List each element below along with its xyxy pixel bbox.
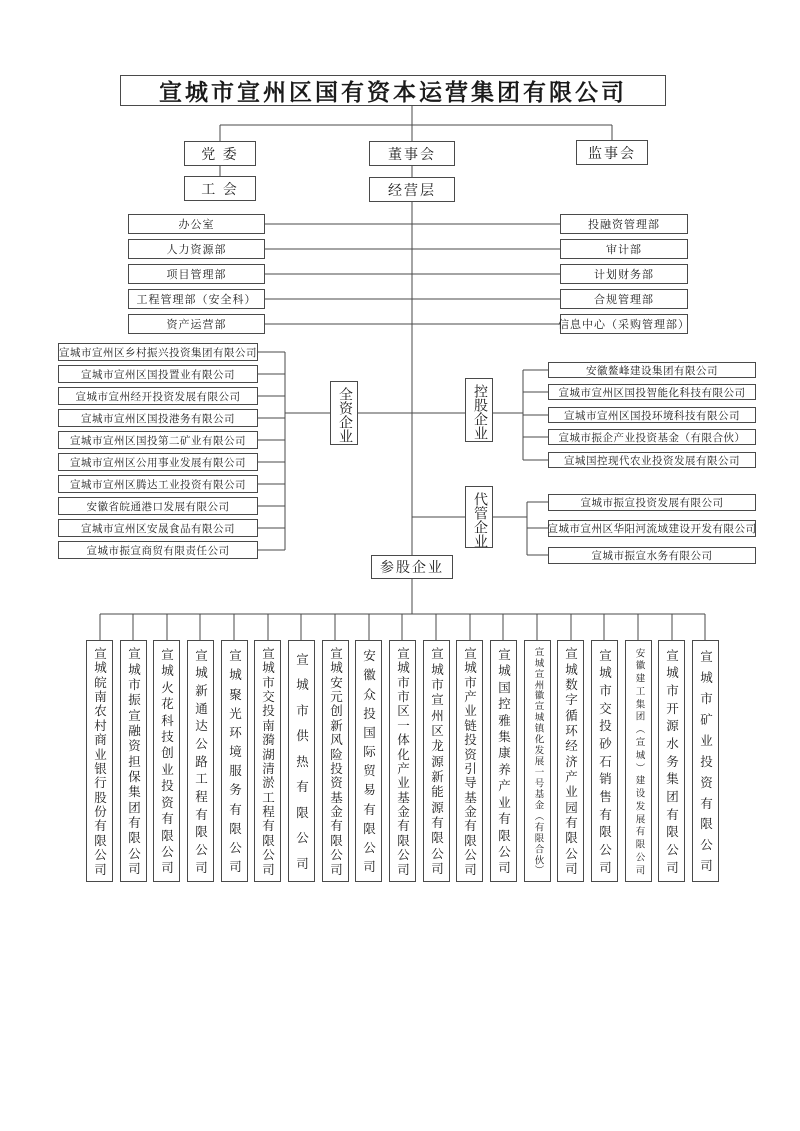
company-name: 宣 城 国 控 雅 集 康 养 产 业 有 限 公 司 xyxy=(496,647,511,874)
company-name: 宣 城 聚 光 环 境 服 务 有 限 公 司 xyxy=(227,649,242,873)
company-box: 安徽省皖通港口发展有限公司 xyxy=(58,497,258,515)
equity-label-box: 参股企业 xyxy=(371,555,453,579)
company-name: 宣 城 数 字 循 环 经 济 产 业 园 有 限 公 司 xyxy=(563,647,578,875)
company-box: 宣城市宣州区乡村振兴投资集团有限公司 xyxy=(58,343,258,361)
company-box xyxy=(120,640,147,882)
company-box xyxy=(692,640,719,882)
company-box xyxy=(187,640,214,882)
company-name: 宣 城 市 振 宣 融 资 担 保 集 团 有 限 公 司 xyxy=(126,647,141,875)
company-name: 宣 城 火 花 科 技 创 业 投 资 有 限 公 司 xyxy=(159,647,174,874)
dept-box-asset-operation: 资产运营部 xyxy=(128,314,265,334)
company-name: 宣 城 市 产 业 链 投 资 引 导 基 金 有 限 公 司 xyxy=(462,646,477,876)
company-box: 宣城市振宣水务有限公司 xyxy=(548,547,756,564)
holding-label: 控 股 企 业 xyxy=(472,384,487,440)
company-box xyxy=(389,640,416,882)
company-box xyxy=(322,640,349,882)
company-box: 宣城市宣州区华阳河流域建设开发有限公司 xyxy=(548,520,756,537)
dept-box-engineering: 工程管理部（安全科） xyxy=(128,289,265,309)
wholly-owned-label: 全 资 企 业 xyxy=(337,387,352,443)
company-name: 宣 城 皖 南 农 村 商 业 银 行 股 份 有 限 公 司 xyxy=(92,646,107,876)
company-box xyxy=(254,640,281,882)
company-box: 宣城市宣州区国投环境科技有限公司 xyxy=(548,407,756,423)
company-name: 宣 城 市 开 源 水 务 集 团 有 限 公 司 xyxy=(664,648,679,874)
company-name: 宣 城 市 供 热 有 限 公 司 xyxy=(294,652,309,870)
company-box: 宣城市宣州区安晟食品有限公司 xyxy=(58,519,258,537)
company-box xyxy=(153,640,180,882)
company-box xyxy=(221,640,248,882)
dept-box-investment: 投融资管理部 xyxy=(560,214,688,234)
dept-box-audit: 审计部 xyxy=(560,239,688,259)
dept-box-office: 办公室 xyxy=(128,214,265,234)
company-box: 安徽鳌峰建设集团有限公司 xyxy=(548,362,756,378)
dept-box-project: 项目管理部 xyxy=(128,264,265,284)
company-box: 宣城市振宣投资发展有限公司 xyxy=(548,494,756,511)
company-box xyxy=(456,640,483,882)
company-box: 宣城市宣州区腾达工业投资有限公司 xyxy=(58,475,258,493)
management-box: 经营层 xyxy=(369,177,455,202)
company-box xyxy=(423,640,450,882)
company-name: 宣 城 市 市 区 一 体 化 产 业 基 金 有 限 公 司 xyxy=(395,646,410,876)
company-box: 宣城市宣州区国投智能化科技有限公司 xyxy=(548,384,756,400)
dept-box-info-center: 信息中心（采购管理部） xyxy=(560,314,688,334)
company-name: 宣 城 市 交 投 砂 石 销 售 有 限 公 司 xyxy=(597,648,612,874)
company-name: 宣 城 宣 州 徽 宣 城 镇 化 发 展 一 号 基 金 （ 有 限 合 伙 ） xyxy=(532,646,543,875)
board-of-directors-box: 董事会 xyxy=(369,141,455,166)
company-box: 宣城市宣州区公用事业发展有限公司 xyxy=(58,453,258,471)
company-box: 宣城国控现代农业投资发展有限公司 xyxy=(548,452,756,468)
company-box xyxy=(355,640,382,882)
company-box: 宣城市宣州区国投置业有限公司 xyxy=(58,365,258,383)
company-box: 宣城市宣州经开投资发展有限公司 xyxy=(58,387,258,405)
company-box xyxy=(490,640,517,882)
company-box xyxy=(524,640,551,882)
dept-box-finance: 计划财务部 xyxy=(560,264,688,284)
company-name: 宣 城 市 交 投 南 漪 湖 清 淤 工 程 有 限 公 司 xyxy=(260,646,275,876)
company-box: 宣城市振宣商贸有限责任公司 xyxy=(58,541,258,559)
company-name: 宣 城 市 矿 业 投 资 有 限 公 司 xyxy=(698,650,713,872)
company-box xyxy=(288,640,315,882)
company-box xyxy=(591,640,618,882)
company-name: 安 徽 众 投 国 际 贸 易 有 限 公 司 xyxy=(361,649,376,873)
company-name: 宣 城 市 宣 州 区 龙 源 新 能 源 有 限 公 司 xyxy=(429,647,444,875)
org-title: 宣城市宣州区国有资本运营集团有限公司 xyxy=(120,75,666,106)
dept-box-compliance: 合规管理部 xyxy=(560,289,688,309)
entrusted-label-box xyxy=(465,486,493,548)
party-committee-box: 党 委 xyxy=(184,141,256,166)
company-name: 宣 城 安 元 创 新 风 险 投 资 基 金 有 限 公 司 xyxy=(328,646,343,876)
company-box xyxy=(86,640,113,882)
company-box xyxy=(658,640,685,882)
dept-box-hr: 人力资源部 xyxy=(128,239,265,259)
wholly-owned-label-box xyxy=(330,381,358,445)
company-box xyxy=(625,640,652,882)
company-name: 安 徽 建 工 集 团 （ 宣 城 ） 建 设 发 展 有 限 公 司 xyxy=(633,647,644,875)
labor-union-box: 工 会 xyxy=(184,176,256,201)
supervisory-board-box: 监事会 xyxy=(576,140,648,165)
holding-label-box xyxy=(465,378,493,442)
company-box xyxy=(557,640,584,882)
company-box: 宣城市振企产业投资基金（有限合伙） xyxy=(548,429,756,445)
company-box: 宣城市宣州区国投港务有限公司 xyxy=(58,409,258,427)
company-box: 宣城市宣州区国投第二矿业有限公司 xyxy=(58,431,258,449)
entrusted-label: 代 管 企 业 xyxy=(472,492,487,548)
company-name: 宣 城 新 通 达 公 路 工 程 有 限 公 司 xyxy=(193,648,208,874)
